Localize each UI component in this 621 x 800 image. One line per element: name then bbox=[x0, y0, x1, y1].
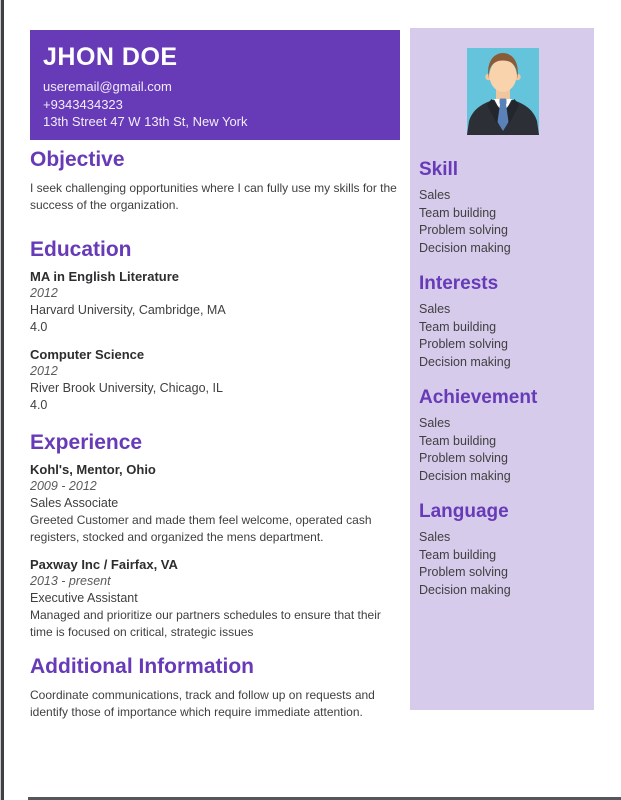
phone-text: +9343434323 bbox=[43, 96, 123, 112]
job-role: Executive Assistant bbox=[30, 591, 138, 605]
education-entry bbox=[30, 346, 402, 414]
experience-entry bbox=[30, 461, 402, 546]
section-additional-information bbox=[30, 655, 402, 721]
list-item: Problem solving bbox=[419, 451, 508, 465]
list-item: Decision making bbox=[419, 354, 511, 369]
gpa-value: 4.0 bbox=[30, 320, 48, 334]
sidebar-section-skill bbox=[419, 157, 586, 257]
experience-heading: Experience bbox=[30, 431, 143, 454]
list-item: Problem solving bbox=[419, 223, 508, 237]
language-heading: Language bbox=[419, 501, 509, 522]
education-entry bbox=[30, 268, 402, 336]
interests-list bbox=[419, 301, 586, 371]
list-item: Sales bbox=[419, 416, 451, 430]
profile-photo bbox=[467, 48, 539, 135]
sidebar bbox=[410, 28, 594, 710]
objective-body: I seek challenging opportunities where I can fully use my skills for the success of the organization. bbox=[30, 181, 397, 212]
page-left-edge bbox=[1, 0, 4, 800]
list-item: Problem solving bbox=[419, 337, 508, 351]
achievement-list bbox=[419, 415, 586, 485]
gpa-value: 4.0 bbox=[30, 398, 48, 412]
list-item: Team building bbox=[419, 205, 497, 220]
degree-year: 2012 bbox=[30, 364, 58, 378]
education-heading: Education bbox=[30, 238, 132, 261]
skill-list bbox=[419, 187, 586, 257]
school-name: Harvard University, Cambridge, MA bbox=[30, 303, 226, 317]
company-name: Kohl's, Mentor, Ohio bbox=[30, 462, 156, 477]
degree-title: Computer Science bbox=[30, 347, 145, 362]
list-item: Decision making bbox=[419, 240, 511, 255]
achievement-heading: Achievement bbox=[419, 387, 538, 408]
email-text: useremail@gmail.com bbox=[43, 79, 172, 94]
list-item: Sales bbox=[419, 530, 451, 544]
experience-entry bbox=[30, 556, 402, 641]
additional-information-body: Coordinate communications, track and follow up on requests and identify those of importance which require immediate attention. bbox=[30, 688, 375, 719]
sidebar-section-achievement bbox=[419, 385, 586, 485]
sidebar-section-interests bbox=[419, 271, 586, 371]
skill-heading: Skill bbox=[419, 159, 459, 180]
list-item: Decision making bbox=[419, 582, 511, 597]
employment-period: 2013 - present bbox=[30, 574, 111, 588]
employment-period: 2009 - 2012 bbox=[30, 479, 97, 493]
header-block bbox=[30, 30, 400, 140]
address-text: 13th Street 47 W 13th St, New York bbox=[43, 114, 248, 129]
list-item: Team building bbox=[419, 433, 497, 448]
job-description: Managed and prioritize our partners schedules to ensure that their time is focused on critical, strategic issues bbox=[30, 608, 381, 639]
sidebar-section-language bbox=[419, 499, 586, 599]
avatar-illustration bbox=[467, 48, 539, 135]
interests-heading: Interests bbox=[419, 273, 499, 294]
list-item: Sales bbox=[419, 188, 451, 202]
list-item: Sales bbox=[419, 302, 451, 316]
list-item: Decision making bbox=[419, 468, 511, 483]
additional-information-heading: Additional Information bbox=[30, 655, 254, 678]
section-education bbox=[30, 238, 402, 414]
company-name: Paxway Inc / Fairfax, VA bbox=[30, 557, 178, 572]
school-name: River Brook University, Chicago, IL bbox=[30, 381, 223, 395]
language-list bbox=[419, 529, 586, 599]
candidate-name: JHON DOE bbox=[43, 43, 178, 71]
degree-year: 2012 bbox=[30, 286, 58, 300]
section-objective bbox=[30, 148, 402, 214]
section-experience bbox=[30, 431, 402, 641]
list-item: Team building bbox=[419, 547, 497, 562]
job-role: Sales Associate bbox=[30, 496, 119, 510]
list-item: Team building bbox=[419, 319, 497, 334]
degree-title: MA in English Literature bbox=[30, 269, 180, 284]
job-description: Greeted Customer and made them feel welcome, operated cash registers, stocked and organized the mens department. bbox=[30, 513, 372, 544]
contact-info bbox=[43, 78, 390, 131]
objective-heading: Objective bbox=[30, 148, 125, 171]
list-item: Problem solving bbox=[419, 565, 508, 579]
